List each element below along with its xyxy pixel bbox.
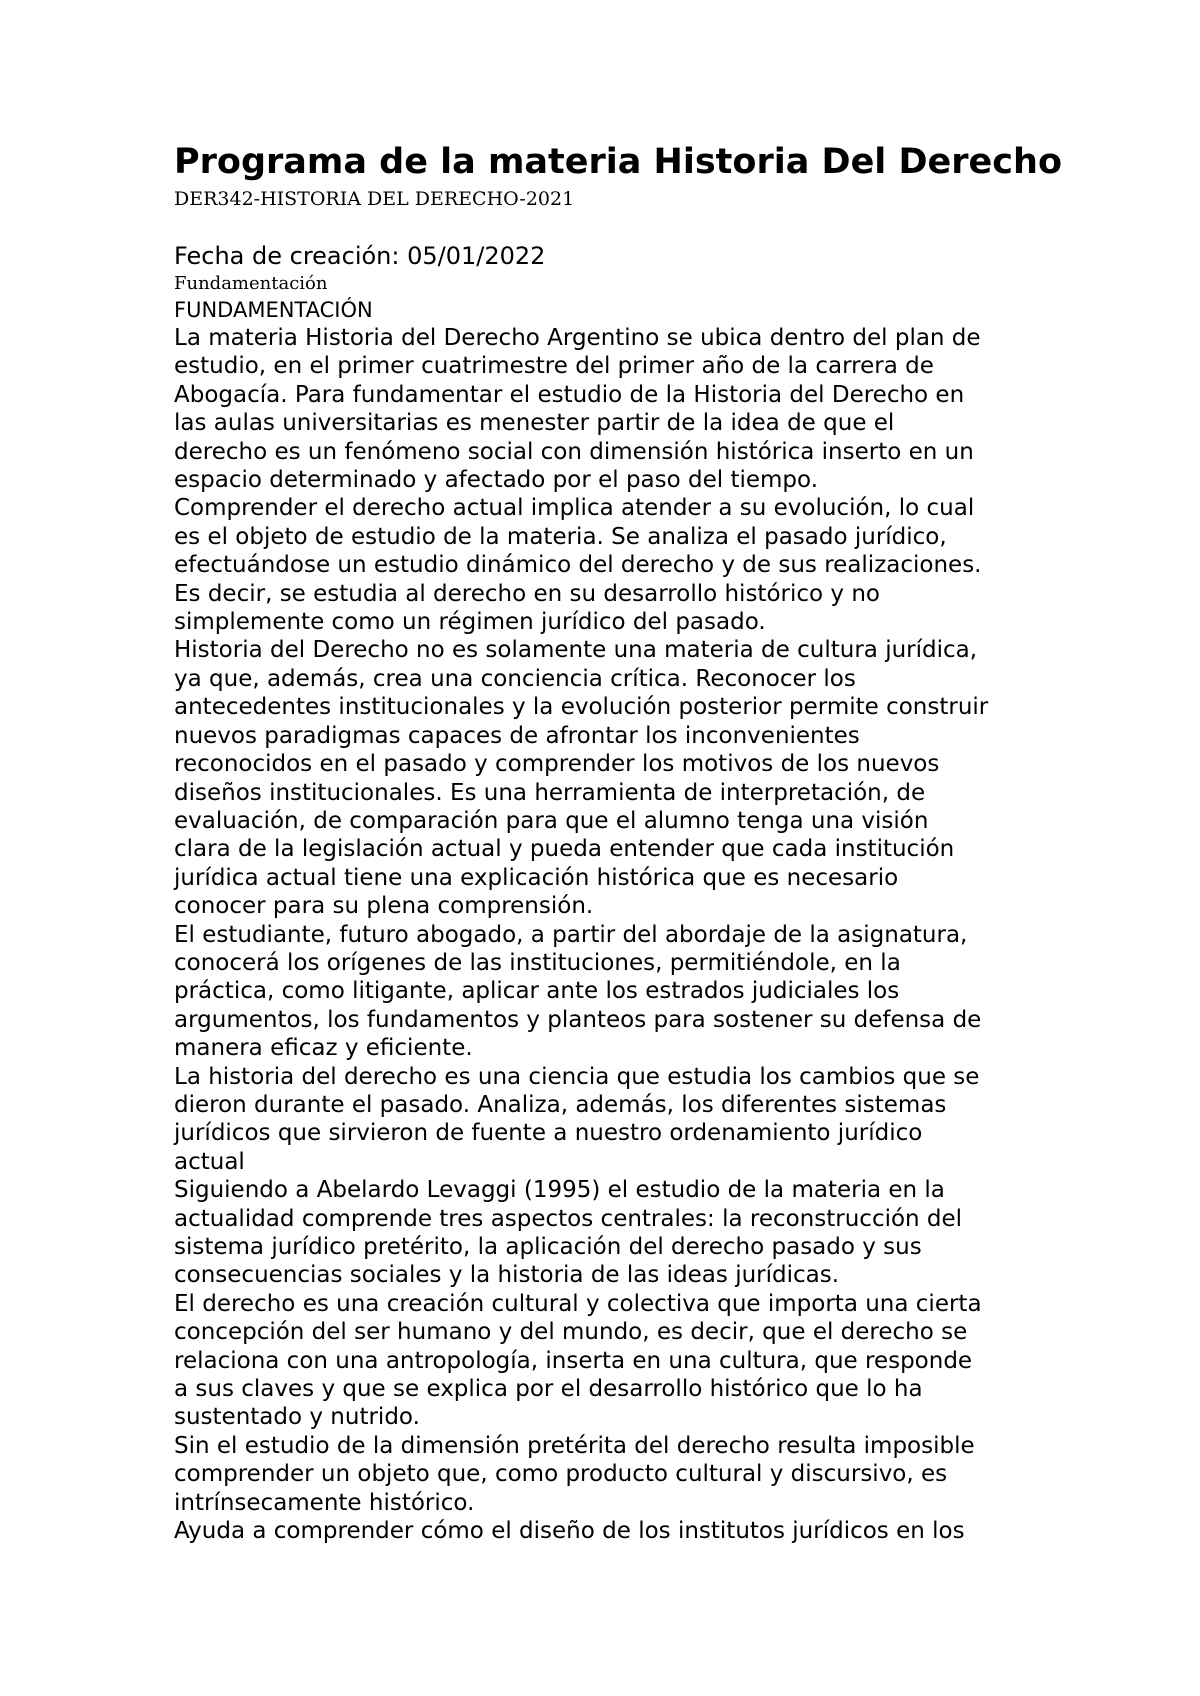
body-line: sustentado y nutrido. [174, 1404, 420, 1431]
body-line: La historia del derecho es una ciencia que estudia los cambios que se [174, 1063, 980, 1090]
document-page [174, 138, 1074, 1545]
body-line: consecuencias sociales y la historia de las ideas jurídicas. [174, 1262, 840, 1289]
body-line: Historia del Derecho no es solamente una materia de cultura jurídica, [174, 637, 978, 664]
creation-date-value: 05/01/2022 [407, 242, 546, 270]
body-line: dieron durante el pasado. Analiza, además, los diferentes sistemas [174, 1091, 947, 1118]
body-line: espacio determinado y afectado por el paso del tiempo. [174, 467, 819, 494]
body-line: Es decir, se estudia al derecho en su desarrollo histórico y no [174, 580, 880, 607]
body-line: El estudiante, futuro abogado, a partir del abordaje de la asignatura, [174, 921, 968, 948]
creation-date-label: Fecha de creación: [174, 242, 400, 270]
body-line: evaluación, de comparación para que el alumno tenga una visión [174, 807, 929, 834]
body-line: estudio, en el primer cuatrimestre del primer año de la carrera de [174, 353, 934, 380]
body-line: jurídicos que sirvieron de fuente a nuestro ordenamiento jurídico [174, 1120, 923, 1147]
body-line: sistema jurídico pretérito, la aplicación del derecho pasado y sus [174, 1234, 922, 1260]
body-line: El derecho es una creación cultural y colectiva que importa una cierta [174, 1290, 982, 1317]
course-code: DER342-HISTORIA DEL DERECHO-2021 [174, 188, 575, 210]
body-line: comprender un objeto que, como producto cultural y discursivo, es [174, 1461, 948, 1488]
body-line: La materia Historia del Derecho Argentino se ubica dentro del plan de [174, 325, 981, 351]
section-label: Fundamentación [174, 273, 328, 294]
body-line: reconocidos en el pasado y comprender los motivos de los nuevos [174, 751, 940, 778]
body-line: conocerá los orígenes de las instituciones, permitiéndole, en la [174, 949, 901, 976]
body-line: clara de la legislación actual y pueda entender que cada institución [174, 836, 955, 863]
body-line: manera eficaz y eficiente. [174, 1035, 473, 1062]
body-line: argumentos, los fundamentos y planteos para sostener su defensa de [174, 1006, 982, 1033]
body-line: es el objeto de estudio de la materia. Se analiza el pasado jurídico, [174, 523, 947, 550]
body-line: relaciona con una antropología, inserta en una cultura, que responde [174, 1347, 973, 1374]
body-line: Sin el estudio de la dimensión pretérita del derecho resulta imposible [174, 1432, 975, 1459]
body-line: efectuándose un estudio dinámico del derecho y de sus realizaciones. [174, 552, 982, 579]
body-line: actualidad comprende tres aspectos centrales: la reconstrucción del [174, 1205, 963, 1232]
body-line: simplemente como un régimen jurídico del pasado. [174, 609, 766, 636]
body-line: práctica, como litigante, aplicar ante los estrados judiciales los [174, 978, 900, 1005]
body-line: Comprender el derecho actual implica atender a su evolución, lo cual [174, 495, 975, 522]
section-heading: FUNDAMENTACIÓN [174, 298, 373, 322]
body-line: derecho es un fenómeno social con dimensión histórica inserto en un [174, 438, 974, 465]
body-line: ya que, además, crea una conciencia crítica. Reconocer los [174, 665, 856, 692]
body-line: jurídica actual tiene una explicación histórica que es necesario [174, 864, 899, 891]
body-line: concepción del ser humano y del mundo, es decir, que el derecho se [174, 1319, 968, 1346]
body-line: conocer para su plena comprensión. [174, 893, 594, 920]
body-line: Abogacía. Para fundamentar el estudio de la Historia del Derecho en [174, 381, 965, 408]
body-line: diseños institucionales. Es una herramienta de interpretación, de [174, 779, 926, 806]
body-line: nuevos paradigmas capaces de afrontar los inconvenientes [174, 722, 860, 749]
body-line: las aulas universitarias es menester partir de la idea de que el [174, 410, 895, 437]
document-title: Programa de la materia Historia Del Derecho [174, 142, 1062, 182]
body-line: actual [174, 1148, 245, 1175]
body-line: Siguiendo a Abelardo Levaggi (1995) el estudio de la materia en la [174, 1177, 945, 1204]
body-text [174, 324, 1074, 1545]
creation-date-line [174, 240, 1074, 272]
body-line: Ayuda a comprender cómo el diseño de los institutos jurídicos en los [174, 1518, 965, 1545]
body-line: intrínsecamente histórico. [174, 1489, 475, 1516]
body-line: a sus claves y que se explica por el desarrollo histórico que lo ha [174, 1376, 923, 1403]
body-line: antecedentes institucionales y la evolución posterior permite construir [174, 694, 989, 721]
